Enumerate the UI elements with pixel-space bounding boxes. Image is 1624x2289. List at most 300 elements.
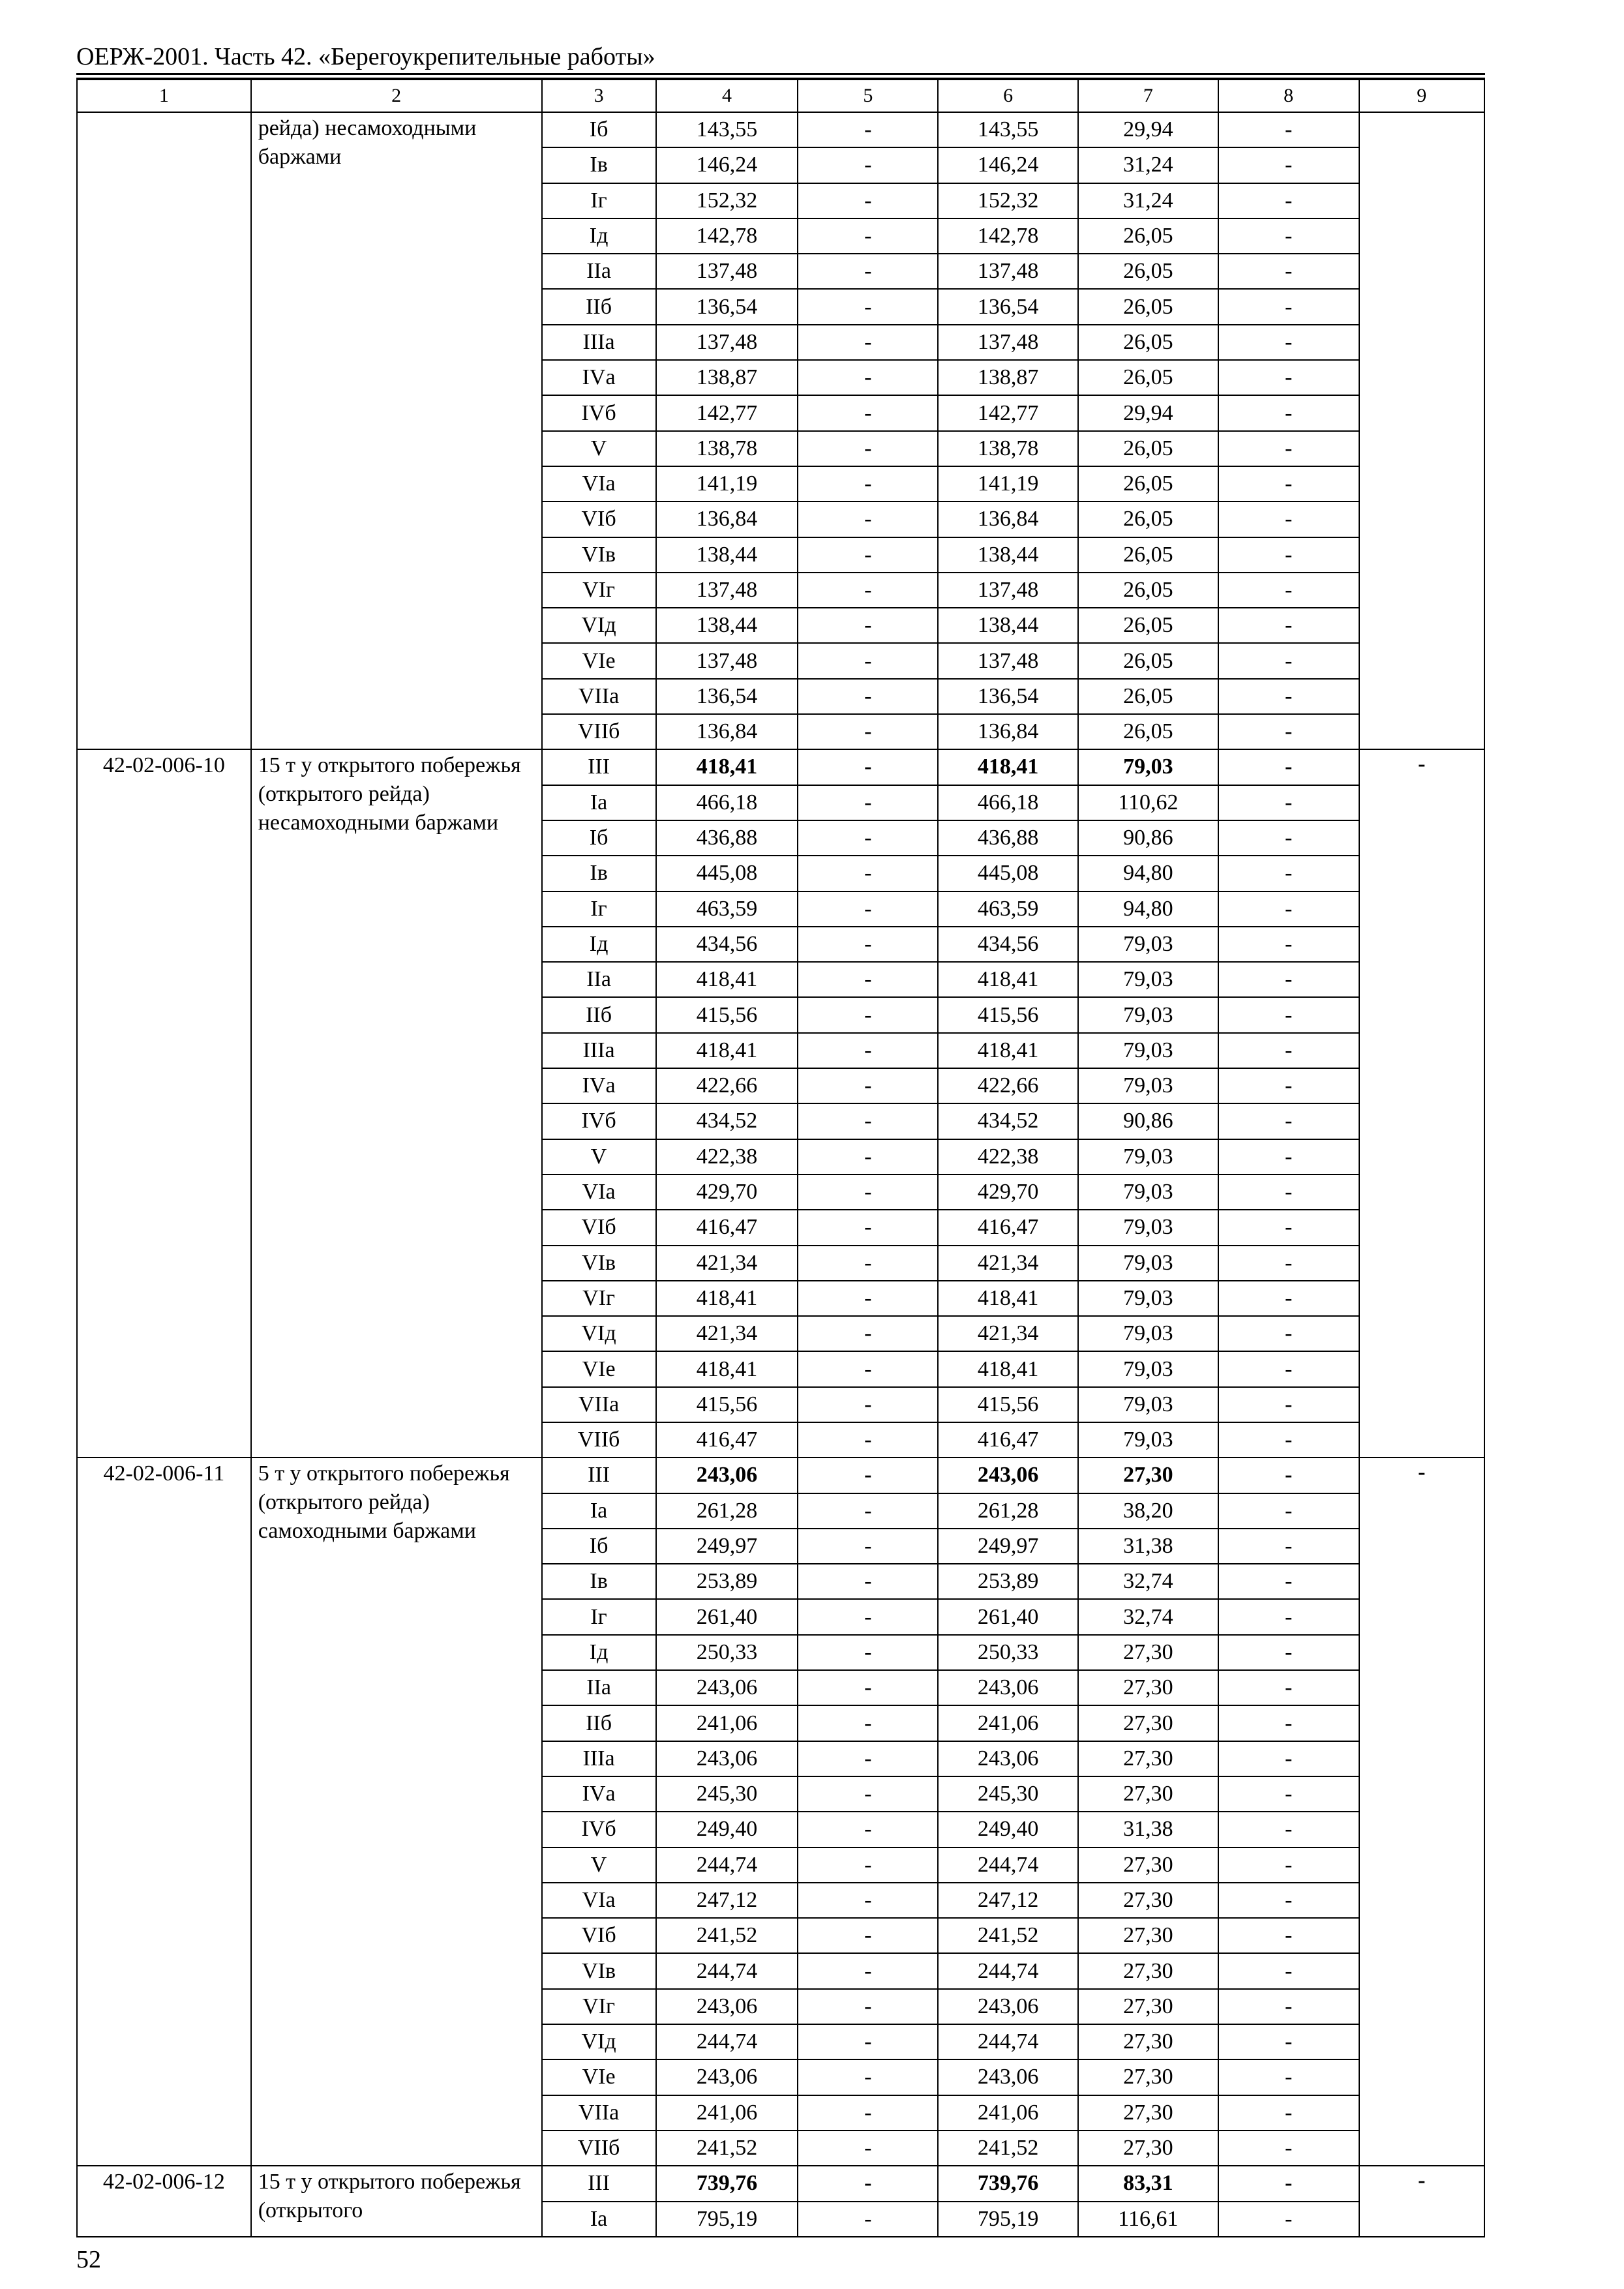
value-cell: - (798, 927, 938, 962)
value-cell: 27,30 (1078, 1670, 1218, 1705)
value-cell: 137,48 (656, 643, 798, 678)
value-cell: 421,34 (938, 1246, 1078, 1281)
region-cell: IIа (542, 1670, 656, 1705)
region-cell: Iб (542, 112, 656, 147)
value-cell: 445,08 (938, 856, 1078, 891)
value-cell: 31,24 (1078, 147, 1218, 183)
value-cell: 138,44 (656, 537, 798, 573)
value-cell: 243,06 (656, 1458, 798, 1493)
value-cell: 79,03 (1078, 1316, 1218, 1351)
value-cell: - (1218, 1705, 1359, 1741)
value-cell: - (798, 360, 938, 395)
value-cell: 26,05 (1078, 218, 1218, 254)
value-cell: 79,03 (1078, 749, 1218, 785)
value-cell: 26,05 (1078, 360, 1218, 395)
value-cell: 137,48 (656, 325, 798, 360)
value-cell: 244,74 (656, 1848, 798, 1883)
value-cell (1359, 112, 1484, 749)
region-cell: III (542, 2166, 656, 2201)
value-cell: - (1218, 1918, 1359, 1953)
region-cell: IIа (542, 254, 656, 289)
value-cell: 137,48 (938, 573, 1078, 608)
column-number: 9 (1359, 80, 1484, 112)
header-rule (76, 73, 1485, 75)
value-cell: - (1218, 856, 1359, 891)
value-cell: 243,06 (656, 1741, 798, 1776)
region-cell: Iв (542, 856, 656, 891)
value-cell: 29,94 (1078, 112, 1218, 147)
value-cell: - (798, 1741, 938, 1776)
value-cell: 463,59 (656, 891, 798, 927)
rate-code: 42-02-006-12 (77, 2166, 251, 2237)
value-cell: - (798, 183, 938, 218)
value-cell: 142,78 (656, 218, 798, 254)
table-row (77, 2166, 1484, 2201)
value-cell: - (1218, 1848, 1359, 1883)
value-cell: - (798, 856, 938, 891)
value-cell: - (1218, 679, 1359, 714)
value-cell: 83,31 (1078, 2166, 1218, 2201)
value-cell: 138,78 (656, 431, 798, 466)
region-cell: VIа (542, 1883, 656, 1918)
value-cell: 138,78 (938, 431, 1078, 466)
value-cell: 422,38 (656, 1139, 798, 1174)
region-cell: IIIа (542, 1741, 656, 1776)
value-cell: 136,84 (938, 714, 1078, 749)
value-cell: 418,41 (938, 749, 1078, 785)
value-cell: - (798, 2024, 938, 2059)
value-cell: - (1218, 1033, 1359, 1068)
region-cell: III (542, 1458, 656, 1493)
value-cell: 244,74 (656, 1953, 798, 1988)
value-cell: 138,44 (656, 608, 798, 643)
value-cell: - (1218, 608, 1359, 643)
value-cell: 26,05 (1078, 714, 1218, 749)
value-cell: - (1218, 1883, 1359, 1918)
value-cell: - (1218, 1246, 1359, 1281)
value-cell: - (1218, 1989, 1359, 2024)
value-cell: 445,08 (656, 856, 798, 891)
value-cell: - (1218, 2202, 1359, 2237)
value-cell: 241,06 (938, 1705, 1078, 1741)
value-cell: 27,30 (1078, 2131, 1218, 2166)
region-cell: IIIа (542, 1033, 656, 1068)
value-cell: 243,06 (938, 1670, 1078, 1705)
value-cell: - (798, 2166, 938, 2201)
value-cell: 79,03 (1078, 1068, 1218, 1103)
value-cell: 137,48 (938, 325, 1078, 360)
value-cell: - (1218, 785, 1359, 820)
value-cell: 418,41 (938, 1351, 1078, 1386)
value-cell: - (798, 1953, 938, 1988)
value-cell: - (798, 1848, 938, 1883)
value-cell: 241,52 (656, 2131, 798, 2166)
value-cell: 146,24 (938, 147, 1078, 183)
value-cell: 795,19 (938, 2202, 1078, 2237)
value-cell: 27,30 (1078, 1458, 1218, 1493)
value-cell: 137,48 (938, 643, 1078, 678)
page-number: 52 (76, 2246, 101, 2273)
value-cell: - (798, 749, 938, 785)
table-row (77, 1458, 1484, 1493)
value-cell: 152,32 (938, 183, 1078, 218)
value-cell: 94,80 (1078, 891, 1218, 927)
column-number: 1 (77, 80, 251, 112)
region-cell: VIе (542, 2059, 656, 2095)
value-cell: 418,41 (938, 962, 1078, 997)
value-cell: - (798, 289, 938, 324)
value-cell: 415,56 (656, 997, 798, 1032)
value-cell: 110,62 (1078, 785, 1218, 820)
value-cell: - (1218, 1529, 1359, 1564)
column-number: 7 (1078, 80, 1218, 112)
value-cell: 27,30 (1078, 1989, 1218, 2024)
value-cell: - (798, 1599, 938, 1634)
value-cell: - (1359, 2166, 1484, 2237)
value-cell: - (1218, 1139, 1359, 1174)
value-cell: - (1218, 1458, 1359, 1493)
value-cell: 94,80 (1078, 856, 1218, 891)
value-cell: - (1218, 1068, 1359, 1103)
value-cell: 116,61 (1078, 2202, 1218, 2237)
value-cell: - (1218, 1316, 1359, 1351)
value-cell: - (798, 1210, 938, 1245)
value-cell: - (798, 1316, 938, 1351)
value-cell: - (798, 1033, 938, 1068)
region-cell: VIе (542, 643, 656, 678)
value-cell: 26,05 (1078, 537, 1218, 573)
value-cell: - (798, 147, 938, 183)
value-cell: - (1218, 2095, 1359, 2131)
value-cell: 146,24 (656, 147, 798, 183)
value-cell: 26,05 (1078, 608, 1218, 643)
value-cell: - (1218, 325, 1359, 360)
region-cell: Iг (542, 891, 656, 927)
region-cell: IIIа (542, 325, 656, 360)
value-cell: 79,03 (1078, 927, 1218, 962)
value-cell: 26,05 (1078, 325, 1218, 360)
value-cell: - (798, 1883, 938, 1918)
region-cell: VIг (542, 1989, 656, 2024)
value-cell: - (798, 254, 938, 289)
value-cell: 418,41 (656, 1033, 798, 1068)
value-cell: 137,48 (938, 254, 1078, 289)
region-cell: VIб (542, 1210, 656, 1245)
rate-code (77, 112, 251, 749)
value-cell: 434,52 (938, 1103, 1078, 1139)
region-cell: VIа (542, 1174, 656, 1210)
value-cell: 247,12 (656, 1883, 798, 1918)
value-cell: - (798, 1422, 938, 1458)
value-cell: - (1218, 501, 1359, 537)
value-cell: 90,86 (1078, 1103, 1218, 1139)
value-cell: - (798, 573, 938, 608)
value-cell: - (1218, 360, 1359, 395)
value-cell: 261,40 (938, 1599, 1078, 1634)
region-cell: Iа (542, 1493, 656, 1529)
value-cell: - (1218, 1281, 1359, 1316)
region-cell: VIг (542, 1281, 656, 1316)
region-cell: IVб (542, 1812, 656, 1847)
region-cell: Iг (542, 183, 656, 218)
value-cell: 243,06 (938, 1741, 1078, 1776)
value-cell: 26,05 (1078, 679, 1218, 714)
value-cell: - (1359, 1458, 1484, 2166)
value-cell: 429,70 (938, 1174, 1078, 1210)
value-cell: - (798, 431, 938, 466)
value-cell: - (1218, 1493, 1359, 1529)
value-cell: - (1218, 2131, 1359, 2166)
value-cell: 138,87 (938, 360, 1078, 395)
value-cell: 415,56 (938, 997, 1078, 1032)
value-cell: 416,47 (938, 1210, 1078, 1245)
region-cell: VIг (542, 573, 656, 608)
value-cell: 243,06 (656, 1989, 798, 2024)
region-cell: Iа (542, 785, 656, 820)
value-cell: - (798, 1281, 938, 1316)
region-cell: IVа (542, 1776, 656, 1812)
value-cell: - (1218, 112, 1359, 147)
region-cell: VIIа (542, 2095, 656, 2131)
region-cell: Iд (542, 1635, 656, 1670)
value-cell: - (1218, 537, 1359, 573)
value-cell: 463,59 (938, 891, 1078, 927)
column-number: 2 (251, 80, 542, 112)
value-cell: 141,19 (938, 466, 1078, 501)
value-cell: 415,56 (938, 1387, 1078, 1422)
value-cell: - (798, 537, 938, 573)
value-cell: 243,06 (938, 1989, 1078, 2024)
value-cell: 26,05 (1078, 289, 1218, 324)
value-cell: - (1218, 431, 1359, 466)
value-cell: 137,48 (656, 254, 798, 289)
region-cell: IVб (542, 395, 656, 430)
value-cell: 243,06 (938, 1458, 1078, 1493)
value-cell: 434,56 (656, 927, 798, 962)
value-cell: 241,06 (656, 2095, 798, 2131)
value-cell: 27,30 (1078, 1741, 1218, 1776)
value-cell: - (798, 1776, 938, 1812)
column-number: 3 (542, 80, 656, 112)
value-cell: 26,05 (1078, 573, 1218, 608)
value-cell: 79,03 (1078, 1387, 1218, 1422)
value-cell: 249,97 (656, 1529, 798, 1564)
value-cell: 241,06 (938, 2095, 1078, 2131)
value-cell: - (1218, 1599, 1359, 1634)
value-cell: 434,52 (656, 1103, 798, 1139)
value-cell: - (798, 1989, 938, 2024)
region-cell: III (542, 749, 656, 785)
value-cell: 142,77 (938, 395, 1078, 430)
value-cell: 795,19 (656, 2202, 798, 2237)
value-cell: 416,47 (656, 1422, 798, 1458)
value-cell: 436,88 (656, 820, 798, 856)
rate-code: 42-02-006-10 (77, 749, 251, 1458)
value-cell: 31,24 (1078, 183, 1218, 218)
region-cell: V (542, 1139, 656, 1174)
value-cell: 261,28 (656, 1493, 798, 1529)
value-cell: - (798, 1458, 938, 1493)
value-cell: 136,54 (938, 679, 1078, 714)
value-cell: - (1218, 997, 1359, 1032)
region-cell: VIIб (542, 1422, 656, 1458)
value-cell: 241,06 (656, 1705, 798, 1741)
value-cell: 136,84 (656, 714, 798, 749)
table-row (77, 749, 1484, 785)
value-cell: 31,38 (1078, 1812, 1218, 1847)
value-cell: 250,33 (656, 1635, 798, 1670)
value-cell: 79,03 (1078, 1351, 1218, 1386)
value-cell: - (798, 1670, 938, 1705)
value-cell: 26,05 (1078, 431, 1218, 466)
region-cell: V (542, 1848, 656, 1883)
value-cell: 241,52 (938, 1918, 1078, 1953)
work-description: 5 т у открытого побережья (открытого рейда) самоходными баржами (251, 1458, 542, 2166)
value-cell: - (1218, 749, 1359, 785)
value-cell: 27,30 (1078, 2024, 1218, 2059)
value-cell: 27,30 (1078, 1883, 1218, 1918)
value-cell: 137,48 (656, 573, 798, 608)
value-cell: 245,30 (656, 1776, 798, 1812)
value-cell: - (1218, 2166, 1359, 2201)
column-number: 4 (656, 80, 798, 112)
region-cell: Iа (542, 2202, 656, 2237)
value-cell: - (1359, 749, 1484, 1458)
value-cell: 244,74 (656, 2024, 798, 2059)
value-cell: 418,41 (656, 749, 798, 785)
value-cell: 422,66 (656, 1068, 798, 1103)
value-cell: - (798, 1103, 938, 1139)
region-cell: Iд (542, 218, 656, 254)
value-cell: 79,03 (1078, 1210, 1218, 1245)
value-cell: - (798, 1493, 938, 1529)
region-cell: VIб (542, 1918, 656, 1953)
value-cell: 26,05 (1078, 254, 1218, 289)
region-cell: VIв (542, 1246, 656, 1281)
value-cell: - (1218, 2059, 1359, 2095)
region-cell: VIIа (542, 679, 656, 714)
value-cell: - (798, 962, 938, 997)
value-cell: 31,38 (1078, 1529, 1218, 1564)
region-cell: VIб (542, 501, 656, 537)
region-cell: Iв (542, 147, 656, 183)
value-cell: 244,74 (938, 2024, 1078, 2059)
value-cell: - (1218, 714, 1359, 749)
value-cell: 253,89 (656, 1564, 798, 1599)
value-cell: 90,86 (1078, 820, 1218, 856)
value-cell: - (798, 466, 938, 501)
value-cell: 143,55 (938, 112, 1078, 147)
value-cell: - (798, 1351, 938, 1386)
region-cell: IVа (542, 360, 656, 395)
value-cell: 26,05 (1078, 501, 1218, 537)
value-cell: 79,03 (1078, 1139, 1218, 1174)
value-cell: 32,74 (1078, 1564, 1218, 1599)
work-description: 15 т у открытого побережья (открытого рейда) несамоходными баржами (251, 749, 542, 1458)
value-cell: 422,38 (938, 1139, 1078, 1174)
value-cell: - (1218, 1812, 1359, 1847)
value-cell: - (1218, 2024, 1359, 2059)
value-cell: 152,32 (656, 183, 798, 218)
value-cell: - (798, 608, 938, 643)
rate-code: 42-02-006-11 (77, 1458, 251, 2166)
value-cell: 79,03 (1078, 1281, 1218, 1316)
rates-table-body (77, 80, 1484, 2237)
value-cell: - (798, 997, 938, 1032)
value-cell: 138,44 (938, 537, 1078, 573)
value-cell: 79,03 (1078, 1033, 1218, 1068)
value-cell: 79,03 (1078, 962, 1218, 997)
value-cell: - (1218, 1174, 1359, 1210)
value-cell: 79,03 (1078, 1422, 1218, 1458)
value-cell: - (798, 218, 938, 254)
value-cell: - (1218, 183, 1359, 218)
region-cell: Iг (542, 1599, 656, 1634)
value-cell: 29,94 (1078, 395, 1218, 430)
region-cell: VIв (542, 1953, 656, 1988)
value-cell: - (1218, 1776, 1359, 1812)
page-header-title: ОЕРЖ-2001. Часть 42. «Берегоукрепительные работы» (76, 43, 655, 70)
work-description: 15 т у открытого побережья (открытого (251, 2166, 542, 2237)
column-number: 6 (938, 80, 1078, 112)
rates-table (76, 79, 1485, 2237)
value-cell: 141,19 (656, 466, 798, 501)
value-cell: - (798, 1174, 938, 1210)
value-cell: 244,74 (938, 1953, 1078, 1988)
value-cell: - (798, 325, 938, 360)
value-cell: 421,34 (656, 1246, 798, 1281)
value-cell: 38,20 (1078, 1493, 1218, 1529)
region-cell: IIа (542, 962, 656, 997)
value-cell: - (1218, 820, 1359, 856)
region-cell: IIб (542, 289, 656, 324)
value-cell: - (1218, 643, 1359, 678)
value-cell: - (1218, 1564, 1359, 1599)
region-cell: IVб (542, 1103, 656, 1139)
value-cell: - (798, 395, 938, 430)
value-cell: - (1218, 1422, 1359, 1458)
value-cell: - (1218, 891, 1359, 927)
value-cell: 142,77 (656, 395, 798, 430)
value-cell: - (1218, 289, 1359, 324)
value-cell: - (1218, 254, 1359, 289)
region-cell: VIд (542, 608, 656, 643)
value-cell: 422,66 (938, 1068, 1078, 1103)
work-description: рейда) несамоходными баржами (251, 112, 542, 749)
value-cell: - (1218, 147, 1359, 183)
region-cell: VIIб (542, 714, 656, 749)
value-cell: - (798, 501, 938, 537)
value-cell: 241,52 (656, 1918, 798, 1953)
value-cell: 429,70 (656, 1174, 798, 1210)
region-cell: Iб (542, 820, 656, 856)
value-cell: 27,30 (1078, 2059, 1218, 2095)
value-cell: 418,41 (656, 962, 798, 997)
value-cell: 466,18 (938, 785, 1078, 820)
value-cell: 421,34 (656, 1316, 798, 1351)
value-cell: - (798, 112, 938, 147)
value-cell: 136,54 (656, 679, 798, 714)
region-cell: Iд (542, 927, 656, 962)
value-cell: - (798, 1705, 938, 1741)
value-cell: - (1218, 218, 1359, 254)
value-cell: - (798, 820, 938, 856)
value-cell: - (798, 2202, 938, 2237)
value-cell: 250,33 (938, 1635, 1078, 1670)
value-cell: 244,74 (938, 1848, 1078, 1883)
value-cell: - (1218, 395, 1359, 430)
value-cell: 26,05 (1078, 466, 1218, 501)
